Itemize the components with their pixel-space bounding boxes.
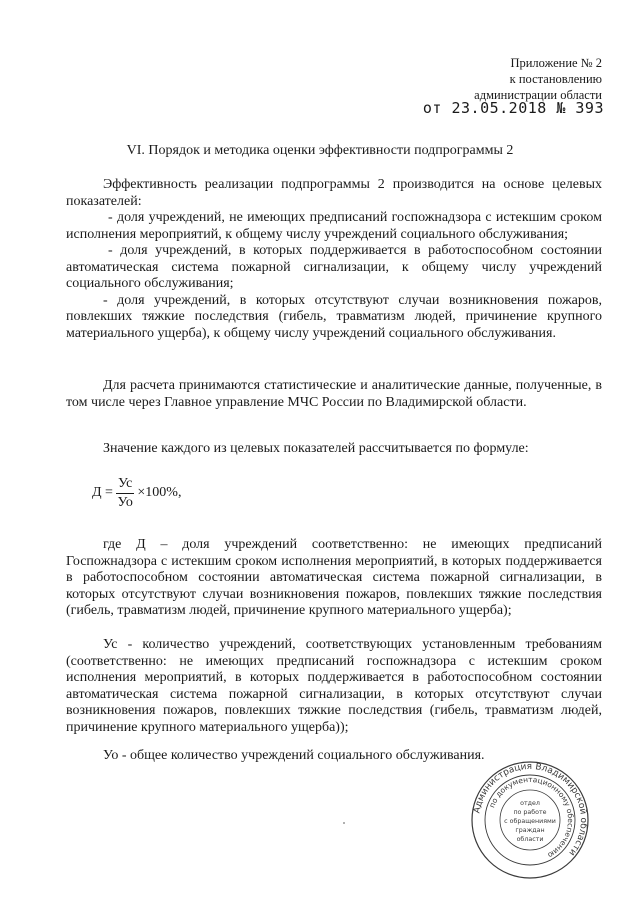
where-us-text: Ус - количество учреждений, соответствующих установленным требованиям (соответственно: не имеющих предписаний госпожнадзора с истекшим сроком исполнения мероприятий, в которых поддерживается в работоспособном состоянии автоматическая система пожарной сигнализации, в которых отсутствуют случаи возникновения пожаров, повлекших тяжкие последствия (гибель, травматизм людей, причинение крупного материального ущерба)); bbox=[66, 637, 602, 735]
where-d-paragraph bbox=[66, 537, 602, 620]
official-seal-stamp bbox=[470, 760, 590, 880]
scan-speck bbox=[343, 822, 345, 824]
seal-center-line: по работе bbox=[513, 809, 547, 816]
seal-center-line: области bbox=[516, 836, 544, 843]
formula-denominator: Уо bbox=[117, 494, 133, 510]
document-date-number: от 23.05.2018 № 393 bbox=[422, 99, 604, 117]
seal-center-line: с обращениями bbox=[504, 818, 556, 825]
appendix-number: Приложение № 2 bbox=[510, 56, 602, 70]
formula-lhs: Д = bbox=[92, 485, 113, 500]
where-d-text: где Д – доля учреждений соответственно: не имеющих предписаний Госпожнадзора с истекшим сроком исполнения мероприятий, в которых поддерживается в работоспособном состоянии автоматическая система пожарной сигнализации, в которых отсутствуют случаи возникновения пожаров, повлекших тяжкие последствия (гибель, травматизм людей, причинение крупного материального ущерба); bbox=[66, 537, 602, 618]
indicator-item: - доля учреждений, в которых отсутствуют случаи возникновения пожаров, повлекших тяжкие последствия (гибель, травматизм людей, причинение крупного материального ущерба), к общему числу учреждений социального обслуживания. bbox=[66, 292, 602, 341]
section-heading: VI. Порядок и методика оценки эффективности подпрограммы 2 bbox=[126, 143, 514, 158]
seal-inner-text: по документационному обеспечению bbox=[487, 774, 576, 860]
appendix-block bbox=[474, 55, 602, 103]
data-source-text: Для расчета принимаются статистические и аналитические данные, полученные, в том числе через Главное управление МЧС России по Владимирской области. bbox=[66, 378, 602, 410]
formula-rhs: ×100%, bbox=[137, 485, 182, 500]
intro-paragraph: Эффективность реализации подпрограммы 2 производится на основе целевых показателей: bbox=[66, 177, 602, 209]
seal-center-line: отдел bbox=[520, 800, 540, 807]
seal-center-line: граждан bbox=[515, 827, 545, 834]
formula-numerator: Ус bbox=[116, 476, 134, 494]
indicator-item: - доля учреждений, в которых поддерживается в работоспособном состоянии автоматическая система пожарной сигнализации, к общему числу учреждений социального обслуживания; bbox=[66, 243, 602, 291]
data-source-paragraph bbox=[66, 378, 602, 411]
formula-fraction bbox=[116, 476, 134, 511]
indicator-item: - доля учреждений, не имеющих предписаний госпожнадзора с истекшим сроком исполнения мероприятий, к общему числу учреждений социального обслуживания; bbox=[66, 210, 602, 242]
where-uo-text: Уо - общее количество учреждений социального обслуживания. bbox=[103, 748, 485, 763]
formula-intro-text: Значение каждого из целевых показателей рассчитывается по формуле: bbox=[103, 441, 529, 456]
where-us-paragraph bbox=[66, 637, 602, 736]
appendix-authority: администрации области bbox=[474, 88, 602, 102]
formula bbox=[92, 472, 181, 514]
formula-intro-paragraph bbox=[66, 441, 602, 458]
indicators-section bbox=[66, 177, 602, 342]
seal-outer-text: Администрация Владимирской области bbox=[472, 761, 589, 858]
seal-center bbox=[504, 800, 556, 843]
appendix-resolution-ref: к постановлению bbox=[509, 72, 602, 86]
